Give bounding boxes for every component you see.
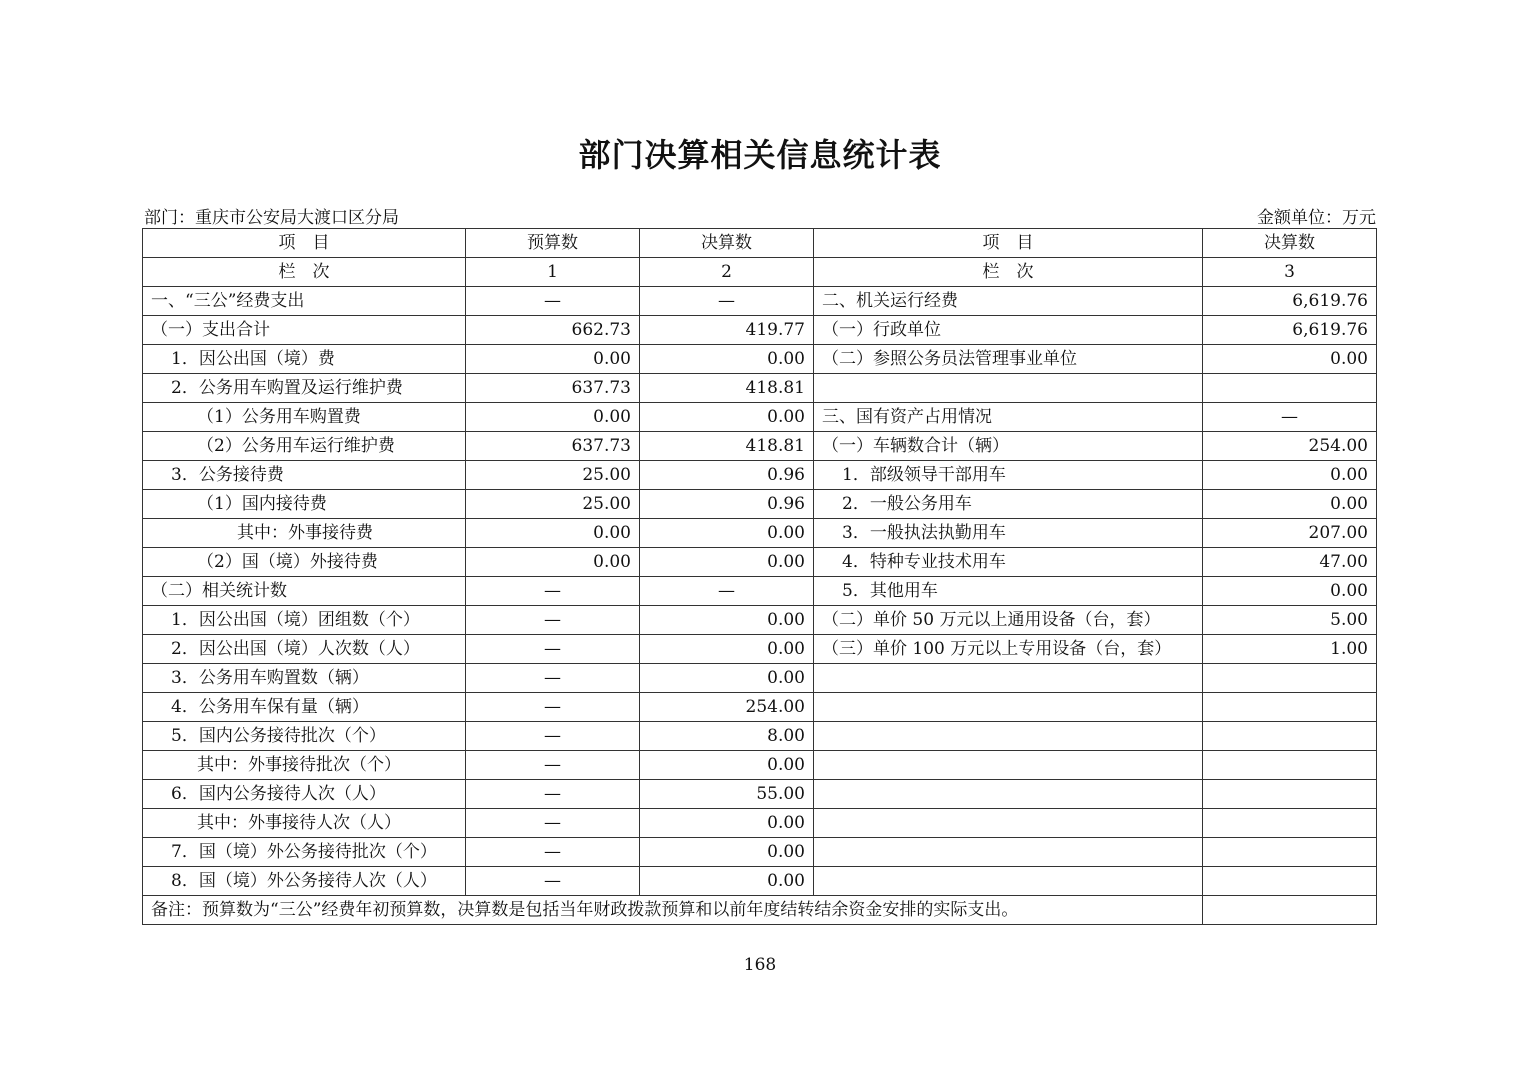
note-text: 备注：预算数为“三公”经费年初预算数，决算数是包括当年财政拨款预算和以前年度结转结余资金安排的实际支出。 [143,896,1203,925]
row-label: 1．因公出国（境）团组数（个） [143,606,466,635]
column-number-1: 1 [466,258,640,287]
row-label: （1）公务用车购置费 [143,403,466,432]
row-actual: 418.81 [640,432,814,461]
row-label: 1．因公出国（境）费 [143,345,466,374]
row-budget: — [466,838,640,867]
table-row [143,287,1377,316]
header-actual-right: 决算数 [1203,229,1377,258]
table-row [143,867,1377,896]
row-actual-right [1203,722,1377,751]
table-row [143,722,1377,751]
row-label-right: 2．一般公务用车 [814,490,1203,519]
row-budget: — [466,867,640,896]
row-actual: 418.81 [640,374,814,403]
row-actual: — [640,577,814,606]
row-label-right: 5．其他用车 [814,577,1203,606]
table-row [143,838,1377,867]
row-label: 2．公务用车购置及运行维护费 [143,374,466,403]
header-item: 项 目 [143,229,466,258]
row-label: （一）支出合计 [143,316,466,345]
row-label-right: （二）单价 50 万元以上通用设备（台，套） [814,606,1203,635]
row-budget: — [466,809,640,838]
row-actual-right: 5.00 [1203,606,1377,635]
row-actual-right: 6,619.76 [1203,287,1377,316]
page-number: 168 [743,955,777,975]
row-actual: 0.00 [640,664,814,693]
row-actual: 0.00 [640,635,814,664]
row-label-right: （一）车辆数合计（辆） [814,432,1203,461]
row-actual-right [1203,693,1377,722]
row-label-right: 1．部级领导干部用车 [814,461,1203,490]
row-budget: — [466,577,640,606]
row-budget: 637.73 [466,432,640,461]
table-row [143,635,1377,664]
row-label-right: （三）单价 100 万元以上专用设备（台，套） [814,635,1203,664]
row-actual-right [1203,809,1377,838]
row-label-right: 三、国有资产占用情况 [814,403,1203,432]
row-label-right: （一）行政单位 [814,316,1203,345]
row-budget: 25.00 [466,490,640,519]
row-actual-right [1203,751,1377,780]
row-label-right [814,722,1203,751]
table-row [143,606,1377,635]
row-actual-right: 254.00 [1203,432,1377,461]
row-budget: 637.73 [466,374,640,403]
row-label: 5．国内公务接待批次（个） [143,722,466,751]
table-row [143,490,1377,519]
row-label: 一、“三公”经费支出 [143,287,466,316]
table-meta [144,203,1376,227]
column-label-right: 栏 次 [814,258,1203,287]
table-row [143,345,1377,374]
header-row [143,229,1377,258]
row-label: 3．公务接待费 [143,461,466,490]
row-actual-right: 0.00 [1203,461,1377,490]
row-budget: 25.00 [466,461,640,490]
row-label: 8．国（境）外公务接待人次（人） [143,867,466,896]
row-actual: 8.00 [640,722,814,751]
row-actual: 0.00 [640,867,814,896]
row-label: （1）国内接待费 [143,490,466,519]
note-empty-cell [1203,896,1377,925]
row-actual-right [1203,867,1377,896]
page-title: 部门决算相关信息统计表 [578,136,942,174]
row-actual-right: 0.00 [1203,345,1377,374]
row-label: 其中：外事接待批次（个） [143,751,466,780]
row-label: （二）相关统计数 [143,577,466,606]
row-actual: 0.96 [640,490,814,519]
table-row [143,374,1377,403]
unit-label: 金额单位：万元 [1257,208,1376,228]
table-row [143,403,1377,432]
row-actual-right: — [1203,403,1377,432]
row-budget: — [466,664,640,693]
table-row [143,577,1377,606]
row-actual: 0.00 [640,809,814,838]
row-label: 2．因公出国（境）人次数（人） [143,635,466,664]
row-label: 6．国内公务接待人次（人） [143,780,466,809]
header-item-right: 项 目 [814,229,1203,258]
row-label-right [814,809,1203,838]
header-budget: 预算数 [466,229,640,258]
column-number-row [143,258,1377,287]
row-actual-right: 6,619.76 [1203,316,1377,345]
table-row [143,461,1377,490]
table-row [143,751,1377,780]
table-row [143,693,1377,722]
column-label: 栏 次 [143,258,466,287]
row-actual: 254.00 [640,693,814,722]
row-label-right [814,693,1203,722]
row-label-right [814,780,1203,809]
table-row [143,519,1377,548]
row-actual: — [640,287,814,316]
row-label-right: 4．特种专业技术用车 [814,548,1203,577]
row-actual: 55.00 [640,780,814,809]
row-label: 7．国（境）外公务接待批次（个） [143,838,466,867]
row-label: 其中：外事接待人次（人） [143,809,466,838]
row-actual: 0.00 [640,606,814,635]
row-budget: — [466,635,640,664]
column-number-2: 2 [640,258,814,287]
row-actual: 0.00 [640,548,814,577]
row-actual: 0.00 [640,751,814,780]
row-actual: 0.00 [640,345,814,374]
table-row [143,316,1377,345]
row-actual: 419.77 [640,316,814,345]
row-label: 4．公务用车保有量（辆） [143,693,466,722]
row-label-right [814,374,1203,403]
row-budget: — [466,751,640,780]
row-actual-right: 1.00 [1203,635,1377,664]
department-label: 部门：重庆市公安局大渡口区分局 [144,208,399,228]
row-actual-right: 207.00 [1203,519,1377,548]
row-actual-right: 47.00 [1203,548,1377,577]
table-row [143,548,1377,577]
row-budget: 0.00 [466,548,640,577]
table-row [143,780,1377,809]
row-actual: 0.96 [640,461,814,490]
row-actual-right [1203,780,1377,809]
row-budget: 0.00 [466,403,640,432]
table-row [143,809,1377,838]
row-budget: — [466,287,640,316]
table-row [143,664,1377,693]
row-budget: 662.73 [466,316,640,345]
row-budget: — [466,722,640,751]
note-row [143,896,1377,925]
row-actual-right [1203,664,1377,693]
row-budget: 0.00 [466,345,640,374]
row-budget: — [466,606,640,635]
row-label: 3．公务用车购置数（辆） [143,664,466,693]
row-actual-right: 0.00 [1203,577,1377,606]
row-actual-right [1203,374,1377,403]
row-label-right: 3．一般执法执勤用车 [814,519,1203,548]
row-label: （2）公务用车运行维护费 [143,432,466,461]
row-label: （2）国（境）外接待费 [143,548,466,577]
row-label-right [814,751,1203,780]
row-label-right: 二、机关运行经费 [814,287,1203,316]
row-actual: 0.00 [640,519,814,548]
row-actual-right [1203,838,1377,867]
column-number-3: 3 [1203,258,1377,287]
row-label-right: （二）参照公务员法管理事业单位 [814,345,1203,374]
row-budget: — [466,693,640,722]
table-row [143,432,1377,461]
row-budget: — [466,780,640,809]
row-actual: 0.00 [640,403,814,432]
row-actual: 0.00 [640,838,814,867]
row-budget: 0.00 [466,519,640,548]
row-label: 其中：外事接待费 [143,519,466,548]
row-actual-right: 0.00 [1203,490,1377,519]
statistics-table [142,228,1377,925]
row-label-right [814,838,1203,867]
row-label-right [814,664,1203,693]
header-actual: 决算数 [640,229,814,258]
row-label-right [814,867,1203,896]
